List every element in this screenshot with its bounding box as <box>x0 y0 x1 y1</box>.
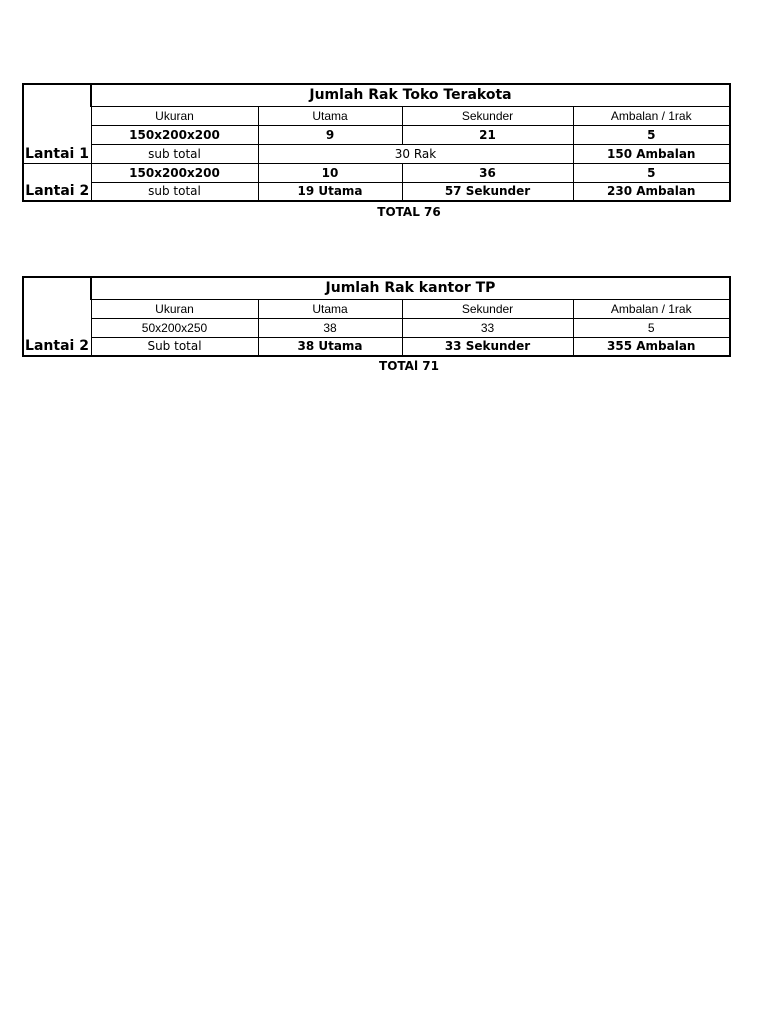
cell-utama: 10 <box>258 163 402 182</box>
subtotal-utama: 38 Utama <box>258 337 402 356</box>
cell-sekunder: 36 <box>402 163 573 182</box>
cell-sekunder: 33 <box>402 318 573 337</box>
table-kantor-tp <box>22 276 731 357</box>
header-ukuran: Ukuran <box>91 106 258 125</box>
cell-ambalan: 5 <box>573 318 730 337</box>
subtotal-label: sub total <box>91 182 258 201</box>
cell-utama: 9 <box>258 125 402 144</box>
lantai-1-label: Lantai 1 <box>23 84 91 163</box>
cell-ambalan: 5 <box>573 125 730 144</box>
subtotal-label: Sub total <box>91 337 258 356</box>
header-sekunder: Sekunder <box>402 106 573 125</box>
subtotal-sekunder: 33 Sekunder <box>402 337 573 356</box>
subtotal-ambalan: 150 Ambalan <box>573 144 730 163</box>
subtotal-sekunder: 57 Sekunder <box>402 182 573 201</box>
header-ambalan: Ambalan / 1rak <box>573 299 730 318</box>
cell-ambalan: 5 <box>573 163 730 182</box>
subtotal-rak: 30 Rak <box>258 144 573 163</box>
header-ambalan: Ambalan / 1rak <box>573 106 730 125</box>
cell-ukuran: 50x200x250 <box>91 318 258 337</box>
lantai-2-label: Lantai 2 <box>23 163 91 201</box>
cell-utama: 38 <box>258 318 402 337</box>
table-toko-terakota <box>22 83 731 202</box>
cell-ukuran: 150x200x200 <box>91 163 258 182</box>
header-ukuran: Ukuran <box>91 299 258 318</box>
table-title: Jumlah Rak kantor TP <box>91 277 730 299</box>
subtotal-ambalan: 230 Ambalan <box>573 182 730 201</box>
grand-total: TOTAl 71 <box>379 359 439 373</box>
subtotal-utama: 19 Utama <box>258 182 402 201</box>
subtotal-ambalan: 355 Ambalan <box>573 337 730 356</box>
subtotal-label: sub total <box>91 144 258 163</box>
cell-sekunder: 21 <box>402 125 573 144</box>
header-utama: Utama <box>258 106 402 125</box>
header-sekunder: Sekunder <box>402 299 573 318</box>
header-utama: Utama <box>258 299 402 318</box>
lantai-2-label: Lantai 2 <box>23 277 91 356</box>
cell-ukuran: 150x200x200 <box>91 125 258 144</box>
table-title: Jumlah Rak Toko Terakota <box>91 84 730 106</box>
grand-total: TOTAL 76 <box>377 205 441 219</box>
